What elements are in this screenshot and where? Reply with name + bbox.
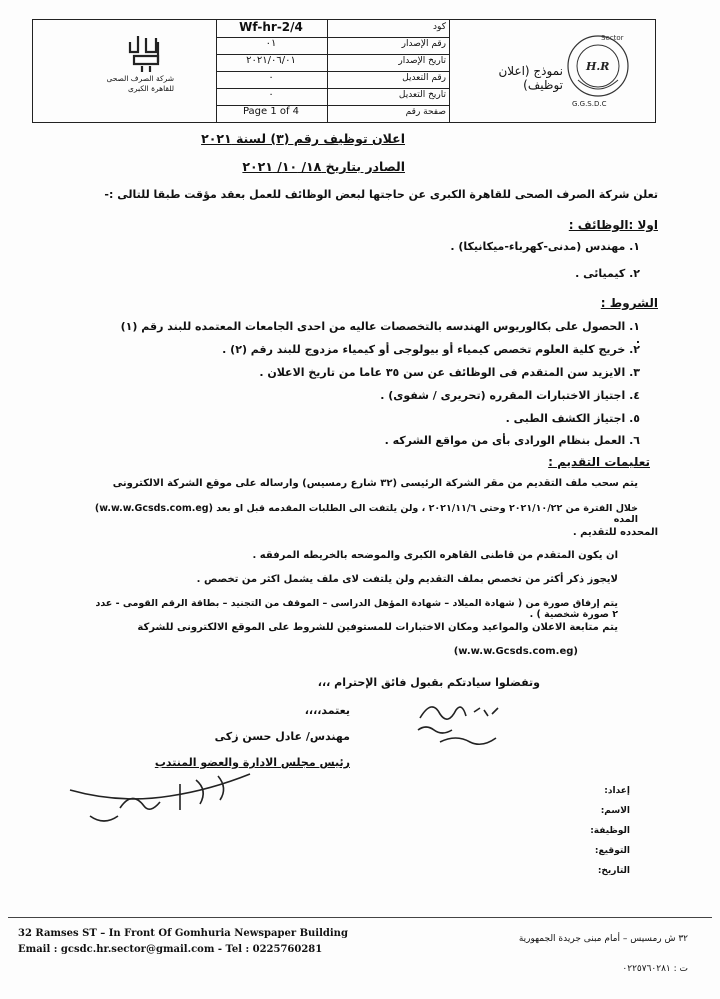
condition-item: ٢. خريج كلية العلوم تخصص كيمياء أو بيولوجى أو كيمياء مزدوج للبند رقم (٢) .: [222, 343, 640, 356]
footer-address-ar: ٣٢ ش رمسيس – أمام مبنى جريدة الجمهورية: [518, 934, 688, 944]
conditions-heading: الشروط :: [600, 296, 658, 310]
instruction-item: يتم إرفاق صورة من ( شهادة الميلاد – شهادة المؤهل الدراسى – الموقف من التجنيد – بطاقة الرقم القومى - عدد ٢ صورة شخصية ) .: [95, 598, 618, 620]
instruction-item: ان يكون المتقدم من قاطنى القاهره الكبرى والموضحه بالخريطه المرفقه .: [252, 550, 618, 561]
job-item: ٢. كيميائى .: [575, 267, 640, 280]
closing-line: وتفضلوا سيادتكم بقبول فائق الإحترام ،،،: [317, 676, 540, 689]
prepared-field-date: التاريخ:: [597, 866, 630, 876]
signatory-name: مهندس/ عادل حسن زكى: [214, 730, 350, 743]
condition-item: ٥. اجتياز الكشف الطبى .: [505, 412, 640, 425]
issue-date-key: تاريخ الإصدار: [398, 56, 446, 66]
revision-number-value: ٠: [268, 72, 274, 83]
approve-label: يعتمد،،،،: [304, 704, 350, 717]
issue-date-value: ٢٠٢١/٠٦/٠١: [246, 55, 296, 66]
jobs-heading: اولا :الوظائف :: [568, 218, 658, 232]
revision-date-value: ٠: [268, 89, 274, 100]
prepared-heading: إعداد:: [604, 786, 630, 796]
instruction-item: لايجوز ذكر أكثر من تخصص بملف التقديم ولن يلتفت لاى ملف يشمل اكثر من تخصص .: [196, 574, 618, 585]
announcement-title: اعلان توظيف رقم (٣) لسنة ٢٠٢١: [201, 131, 405, 146]
document-control-table: [216, 20, 449, 122]
instruction-item: المحدده للتقديم .: [572, 527, 658, 538]
job-item: ١. مهندس (مدنى-كهرباء-ميكانيكا) .: [450, 240, 640, 253]
revision-date-key: تاريخ التعديل: [398, 90, 446, 100]
footer-contact-en: Email : gcsdc.hr.sector@gmail.com - Tel : 0225760281: [18, 944, 323, 955]
handwritten-signature-left: [60, 760, 260, 830]
prepared-field-signature: التوقيع:: [594, 846, 630, 856]
signatory-title: رئيس مجلس الادارة والعضو المنتدب: [154, 756, 350, 769]
condition-item: ٦. العمل بنظام الورادى بأى من مواقع الشركه .: [384, 434, 640, 447]
footer-address-en: 32 Ramses ST – In Front Of Gomhuria Newspaper Building: [18, 928, 348, 939]
logo-caption-text: G.G.S.D.C: [572, 100, 607, 108]
prepared-field-name: الاسم:: [600, 806, 630, 816]
condition-item: ١. الحصول على بكالوريوس الهندسه بالتخصصات عاليه من احدى الجامعات المعتمده للبند رقم (١) .: [120, 320, 640, 346]
page-number-key: صفحة رقم: [405, 107, 446, 117]
condition-item: ٣. الايزيد سن المتقدم فى الوظائف عن سن ٣٥ عاما من تاريخ الاعلان .: [259, 366, 640, 379]
header-divider-right: [449, 20, 450, 122]
intro-paragraph: تعلن شركة الصرف الصحى للقاهرة الكبرى عن حاجتها لبعض الوظائف للعمل بعقد مؤقت طبقا للتالى :-: [104, 188, 658, 201]
revision-number-key: رقم التعديل: [402, 73, 446, 83]
announcement-date: الصادر بتاريخ ١٨/ ١٠/ ٢٠٢١: [242, 159, 405, 174]
condition-item: ٤. اجتياز الاختبارات المقرره (تحريرى / شفوى) .: [380, 389, 640, 402]
hr-sector-logo: [556, 28, 646, 108]
instruction-item: (w.w.w.Gcsds.com.eg) خلال الفترة من ٢٠٢١/١٠/٢٢ وحتى ٢٠٢١/١١/٦ ، ولن يلتفت الى الطلبات المقدمه قبل او بعد المده: [94, 503, 638, 525]
form-title: نموذج (اعلان توظيف): [498, 64, 563, 92]
logo-hr-text: H.R: [586, 60, 610, 73]
code-value: Wf-hr-2/4: [239, 20, 303, 34]
footer-tel-ar: ت : ٠٢٢٥٧٦٠٢٨١: [622, 964, 688, 974]
instructions-heading: تعليمات التقديم :: [548, 455, 650, 469]
instruction-item: يتم متابعة الاعلان والمواعيد ومكان الاختبارات للمستوفين للشروط على الموقع الالكترونى للشركة: [137, 622, 618, 633]
company-logo-caption: شركة الصرف الصحى للقاهرة الكبرى: [106, 74, 174, 93]
prepared-field-position: الوظيفة:: [590, 826, 630, 836]
instruction-item: يتم سحب ملف التقديم من مقر الشركة الرئيسى (٣٢ شارع رمسيس) وارساله على موقع الشركة الالكترونى: [112, 478, 638, 489]
issue-number-value: ٠١: [265, 38, 277, 49]
code-key: كود: [433, 22, 446, 32]
logo-ring-text: Sector: [601, 34, 624, 42]
handwritten-signature-right: [400, 690, 510, 760]
footer-divider: [8, 917, 712, 918]
instruction-item: (w.w.w.Gcsds.com.eg): [453, 646, 578, 657]
page-number-value: Page 1 of 4: [242, 106, 300, 117]
issue-number-key: رقم الإصدار: [401, 39, 446, 49]
